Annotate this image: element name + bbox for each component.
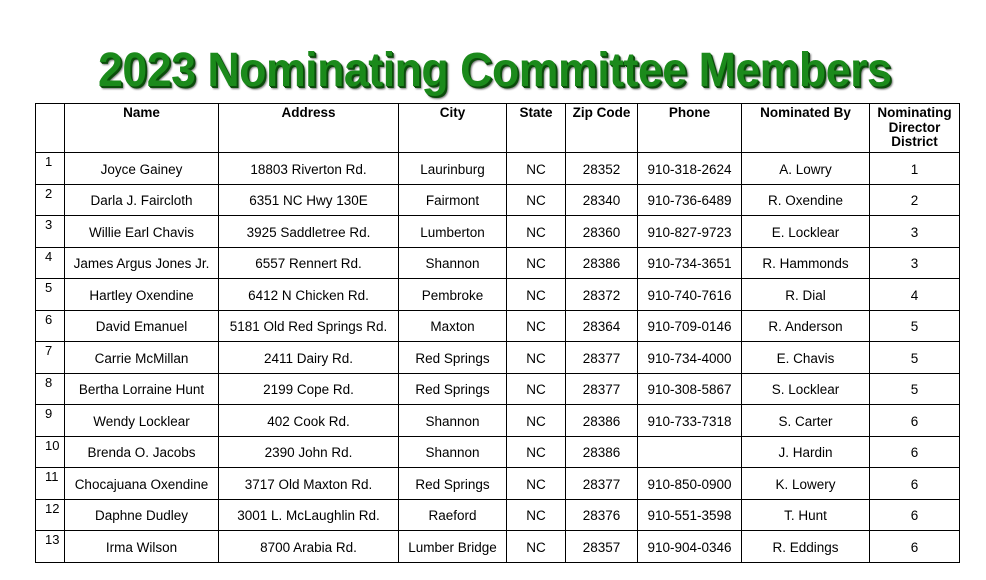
member-district: 6 xyxy=(870,468,960,500)
member-nominated-by: K. Lowery xyxy=(742,468,870,500)
table-row xyxy=(36,468,960,500)
member-district: 6 xyxy=(870,436,960,468)
member-district: 5 xyxy=(870,342,960,374)
member-city: Fairmont xyxy=(399,184,507,216)
member-state: NC xyxy=(507,342,566,374)
member-state: NC xyxy=(507,436,566,468)
member-name: Willie Earl Chavis xyxy=(65,216,219,248)
member-nominated-by: R. Eddings xyxy=(742,531,870,563)
member-zip: 28386 xyxy=(566,247,638,279)
member-nominated-by: R. Anderson xyxy=(742,310,870,342)
member-city: Laurinburg xyxy=(399,153,507,185)
member-zip: 28340 xyxy=(566,184,638,216)
member-phone: 910-850-0900 xyxy=(638,468,742,500)
member-nominated-by: E. Chavis xyxy=(742,342,870,374)
header-state: State xyxy=(507,104,566,153)
member-state: NC xyxy=(507,373,566,405)
member-name: Bertha Lorraine Hunt xyxy=(65,373,219,405)
member-district: 5 xyxy=(870,310,960,342)
member-district: 1 xyxy=(870,153,960,185)
member-zip: 28357 xyxy=(566,531,638,563)
member-city: Shannon xyxy=(399,436,507,468)
member-name: Daphne Dudley xyxy=(65,499,219,531)
member-district: 3 xyxy=(870,247,960,279)
member-address: 3925 Saddletree Rd. xyxy=(219,216,399,248)
row-number: 13 xyxy=(36,531,65,563)
member-name: Brenda O. Jacobs xyxy=(65,436,219,468)
member-state: NC xyxy=(507,216,566,248)
member-name: Hartley Oxendine xyxy=(65,279,219,311)
member-phone: 910-740-7616 xyxy=(638,279,742,311)
member-state: NC xyxy=(507,184,566,216)
header-zip: Zip Code xyxy=(566,104,638,153)
member-state: NC xyxy=(507,468,566,500)
member-city: Raeford xyxy=(399,499,507,531)
header-district: Nominating Director District xyxy=(870,104,960,153)
member-address: 3001 L. McLaughlin Rd. xyxy=(219,499,399,531)
table-row xyxy=(36,342,960,374)
header-row xyxy=(36,104,960,153)
table-row xyxy=(36,373,960,405)
member-name: Joyce Gainey xyxy=(65,153,219,185)
member-state: NC xyxy=(507,499,566,531)
member-name: Carrie McMillan xyxy=(65,342,219,374)
member-name: Irma Wilson xyxy=(65,531,219,563)
table-row xyxy=(36,405,960,437)
row-number: 1 xyxy=(36,153,65,185)
member-district: 3 xyxy=(870,216,960,248)
row-number: 5 xyxy=(36,279,65,311)
member-address: 5181 Old Red Springs Rd. xyxy=(219,310,399,342)
member-phone: 910-733-7318 xyxy=(638,405,742,437)
member-phone: 910-734-4000 xyxy=(638,342,742,374)
row-number: 10 xyxy=(36,436,65,468)
row-number: 6 xyxy=(36,310,65,342)
member-address: 8700 Arabia Rd. xyxy=(219,531,399,563)
member-name: Darla J. Faircloth xyxy=(65,184,219,216)
member-nominated-by: E. Locklear xyxy=(742,216,870,248)
member-zip: 28376 xyxy=(566,499,638,531)
member-city: Maxton xyxy=(399,310,507,342)
member-zip: 28352 xyxy=(566,153,638,185)
member-nominated-by: J. Hardin xyxy=(742,436,870,468)
table-body xyxy=(36,153,960,563)
member-name: Chocajuana Oxendine xyxy=(65,468,219,500)
member-phone: 910-308-5867 xyxy=(638,373,742,405)
member-nominated-by: T. Hunt xyxy=(742,499,870,531)
member-phone: 910-736-6489 xyxy=(638,184,742,216)
member-state: NC xyxy=(507,310,566,342)
member-district: 6 xyxy=(870,405,960,437)
member-phone: 910-551-3598 xyxy=(638,499,742,531)
member-zip: 28377 xyxy=(566,468,638,500)
row-number: 12 xyxy=(36,499,65,531)
member-zip: 28360 xyxy=(566,216,638,248)
member-phone xyxy=(638,436,742,468)
member-phone: 910-827-9723 xyxy=(638,216,742,248)
member-state: NC xyxy=(507,247,566,279)
member-nominated-by: A. Lowry xyxy=(742,153,870,185)
member-zip: 28377 xyxy=(566,342,638,374)
row-number: 8 xyxy=(36,373,65,405)
member-city: Shannon xyxy=(399,405,507,437)
table-row xyxy=(36,247,960,279)
header-name: Name xyxy=(65,104,219,153)
member-address: 6557 Rennert Rd. xyxy=(219,247,399,279)
row-number: 9 xyxy=(36,405,65,437)
member-nominated-by: R. Dial xyxy=(742,279,870,311)
header-address: Address xyxy=(219,104,399,153)
member-phone: 910-904-0346 xyxy=(638,531,742,563)
members-table xyxy=(35,103,960,563)
header-phone: Phone xyxy=(638,104,742,153)
member-phone: 910-734-3651 xyxy=(638,247,742,279)
table-row xyxy=(36,184,960,216)
page-title: 2023 Nominating Committee Members xyxy=(98,44,892,97)
member-city: Red Springs xyxy=(399,468,507,500)
member-address: 6351 NC Hwy 130E xyxy=(219,184,399,216)
row-number: 11 xyxy=(36,468,65,500)
member-city: Pembroke xyxy=(399,279,507,311)
member-address: 18803 Riverton Rd. xyxy=(219,153,399,185)
table-row xyxy=(36,499,960,531)
member-state: NC xyxy=(507,531,566,563)
member-zip: 28364 xyxy=(566,310,638,342)
member-name: James Argus Jones Jr. xyxy=(65,247,219,279)
member-address: 2390 John Rd. xyxy=(219,436,399,468)
member-district: 6 xyxy=(870,531,960,563)
row-number: 4 xyxy=(36,247,65,279)
member-zip: 28377 xyxy=(566,373,638,405)
member-district: 6 xyxy=(870,499,960,531)
table-row xyxy=(36,153,960,185)
member-district: 5 xyxy=(870,373,960,405)
table-row xyxy=(36,531,960,563)
member-address: 3717 Old Maxton Rd. xyxy=(219,468,399,500)
member-state: NC xyxy=(507,153,566,185)
member-city: Lumber Bridge xyxy=(399,531,507,563)
table-row xyxy=(36,436,960,468)
header-nominated-by: Nominated By xyxy=(742,104,870,153)
member-city: Red Springs xyxy=(399,342,507,374)
member-phone: 910-318-2624 xyxy=(638,153,742,185)
member-phone: 910-709-0146 xyxy=(638,310,742,342)
member-nominated-by: S. Locklear xyxy=(742,373,870,405)
row-number: 7 xyxy=(36,342,65,374)
member-zip: 28386 xyxy=(566,405,638,437)
header-number xyxy=(36,104,65,153)
member-nominated-by: S. Carter xyxy=(742,405,870,437)
member-nominated-by: R. Hammonds xyxy=(742,247,870,279)
member-address: 2411 Dairy Rd. xyxy=(219,342,399,374)
member-district: 2 xyxy=(870,184,960,216)
row-number: 2 xyxy=(36,184,65,216)
row-number: 3 xyxy=(36,216,65,248)
table-row xyxy=(36,279,960,311)
member-district: 4 xyxy=(870,279,960,311)
member-nominated-by: R. Oxendine xyxy=(742,184,870,216)
member-zip: 28386 xyxy=(566,436,638,468)
table-row xyxy=(36,216,960,248)
member-address: 402 Cook Rd. xyxy=(219,405,399,437)
member-name: Wendy Locklear xyxy=(65,405,219,437)
member-state: NC xyxy=(507,405,566,437)
member-state: NC xyxy=(507,279,566,311)
member-zip: 28372 xyxy=(566,279,638,311)
member-address: 6412 N Chicken Rd. xyxy=(219,279,399,311)
table-row xyxy=(36,310,960,342)
member-city: Shannon xyxy=(399,247,507,279)
member-city: Lumberton xyxy=(399,216,507,248)
header-city: City xyxy=(399,104,507,153)
member-address: 2199 Cope Rd. xyxy=(219,373,399,405)
member-name: David Emanuel xyxy=(65,310,219,342)
member-city: Red Springs xyxy=(399,373,507,405)
